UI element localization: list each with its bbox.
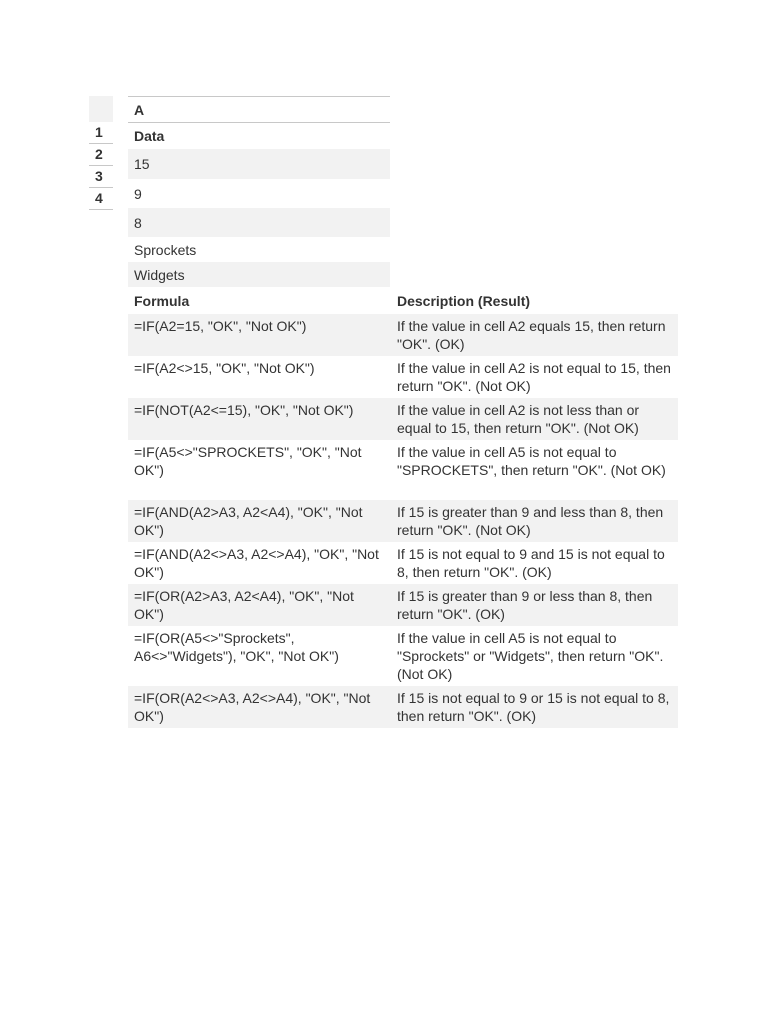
data-cell: Data xyxy=(134,128,165,144)
data-cell: Sprockets xyxy=(134,241,197,258)
column-header-a: A xyxy=(128,96,390,123)
description-cell: If 15 is not equal to 9 or 15 is not equal to 8, then return "OK". (OK) xyxy=(397,690,670,724)
formula-cell: =IF(OR(A2<>A3, A2<>A4), "OK", "Not OK") xyxy=(134,690,371,724)
formula-cell: =IF(AND(A2<>A3, A2<>A4), "OK", "Not OK") xyxy=(134,546,379,580)
table-row xyxy=(128,626,678,686)
table-row xyxy=(128,500,678,542)
data-table xyxy=(128,96,390,287)
corner-cell xyxy=(89,96,113,122)
table-header-row xyxy=(128,288,678,314)
data-cell: 15 xyxy=(128,149,390,179)
data-cell: 9 xyxy=(134,185,142,202)
description-cell: If the value in cell A5 is not equal to "Sprockets" or "Widgets", then return "OK". (Not OK) xyxy=(397,630,664,682)
row-number: 1 xyxy=(89,122,113,144)
table-row xyxy=(128,584,678,626)
data-cell: Widgets xyxy=(128,262,390,287)
formula-cell: =IF(A2=15, "OK", "Not OK") xyxy=(134,318,307,334)
table-row xyxy=(128,356,678,398)
table-row xyxy=(128,686,678,728)
table-row xyxy=(128,314,678,356)
data-cell: 8 xyxy=(128,208,390,237)
description-cell: If 15 is greater than 9 or less than 8, then return "OK". (OK) xyxy=(397,588,653,622)
row-number-column xyxy=(89,96,113,210)
formula-cell: =IF(AND(A2>A3, A2<A4), "OK", "Not OK") xyxy=(134,504,363,538)
table-row xyxy=(128,542,678,584)
formula-cell: =IF(OR(A5<>"Sprockets", A6<>"Widgets"), "OK", "Not OK") xyxy=(134,630,339,664)
description-cell: If the value in cell A2 equals 15, then return "OK". (OK) xyxy=(397,318,666,352)
formula-cell: =IF(A5<>"SPROCKETS", "OK", "Not OK") xyxy=(134,444,362,478)
formula-cell: =IF(A2<>15, "OK", "Not OK") xyxy=(134,360,315,376)
table-row xyxy=(128,398,678,440)
description-cell: If 15 is not equal to 9 and 15 is not equal to 8, then return "OK". (OK) xyxy=(397,546,665,580)
description-cell: If 15 is greater than 9 and less than 8, then return "OK". (Not OK) xyxy=(397,504,664,538)
table-row xyxy=(128,440,678,500)
row-number: 3 xyxy=(89,166,113,188)
row-number: 2 xyxy=(89,144,113,166)
description-cell: If the value in cell A5 is not equal to "SPROCKETS", then return "OK". (Not OK) xyxy=(397,444,666,478)
description-cell: If the value in cell A2 is not less than or equal to 15, then return "OK". (Not OK) xyxy=(397,402,640,436)
description-cell: If the value in cell A2 is not equal to 15, then return "OK". (Not OK) xyxy=(397,360,671,394)
formula-cell: =IF(NOT(A2<=15), "OK", "Not OK") xyxy=(134,402,354,418)
column-header-formula: Formula xyxy=(134,293,190,309)
formula-cell: =IF(OR(A2>A3, A2<A4), "OK", "Not OK") xyxy=(134,588,354,622)
formula-table xyxy=(128,288,678,728)
column-header-description: Description (Result) xyxy=(397,293,531,309)
row-number: 4 xyxy=(89,188,113,210)
